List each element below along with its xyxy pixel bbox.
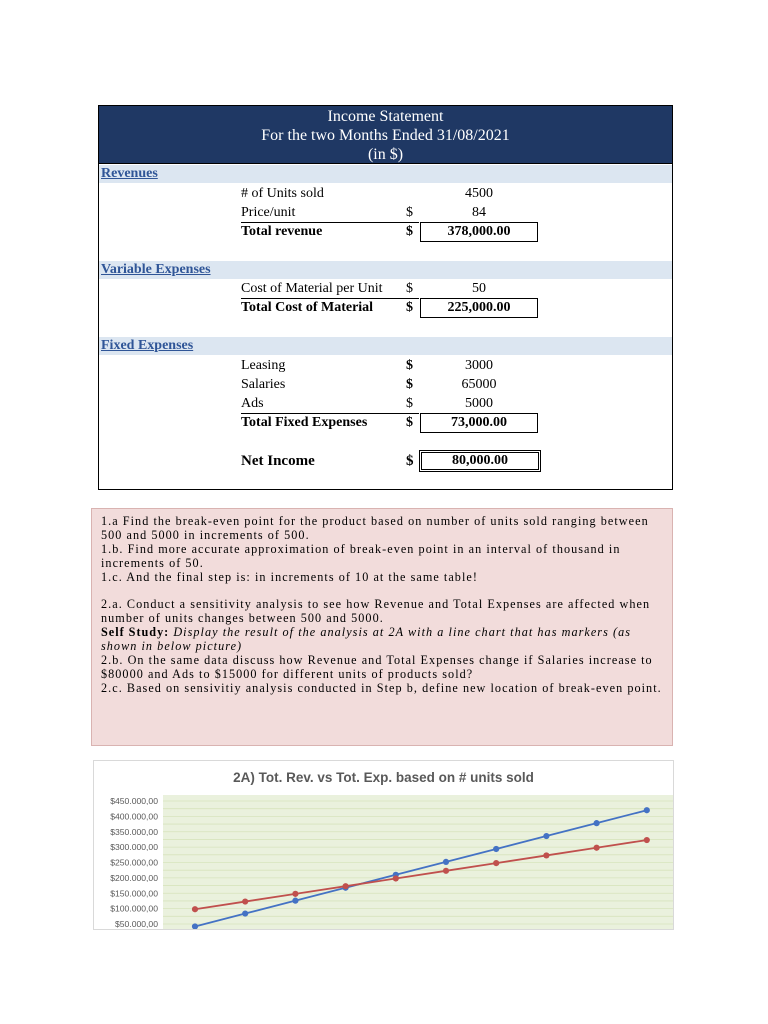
self-study-text: Display the result of the analysis at 2A with a line chart that has markers (as shown in below picture) [101,625,632,653]
task-2a: 2.a. Conduct a sensitivity analysis to see how Revenue and Total Expenses are affected when number of units changes between 500 and 5000. [101,597,651,625]
material-cost-value: 50 [472,281,486,296]
series-2-point [443,868,449,874]
task-1a: 1.a Find the break-even point for the product based on number of units sold ranging between 500 and 5000 in increments of 500. [101,514,649,542]
series-2-point [343,883,349,889]
salaries-label: Salaries [241,377,286,392]
y-tick-label: $250.000,00 [110,857,158,868]
series-2-point [242,898,248,904]
salaries-currency: $ [406,377,413,392]
series-1-point [192,923,198,929]
units-sold-label: # of Units sold [241,186,324,201]
total-fixed-currency: $ [406,415,413,430]
self-study [101,625,664,653]
revenues-heading[interactable]: Revenues [101,166,158,181]
total-revenue-value: 378,000.00 [420,222,538,242]
salaries-value: 65000 [461,377,497,392]
ads-currency: $ [406,396,413,411]
price-currency: $ [406,205,413,220]
series-2-point [292,891,298,897]
y-tick-label: $150.000,00 [110,888,158,899]
fixed-expenses-heading[interactable]: Fixed Expenses [101,338,194,353]
leasing-currency: $ [406,358,413,373]
income-statement [98,105,673,490]
y-tick-label: $350.000,00 [110,826,158,837]
series-1-point [644,807,650,813]
y-tick-label: $300.000,00 [110,842,158,853]
task-2c: 2.c. Based on sensivitiy analysis conducted in Step b, define new location of break-even point. [101,681,662,695]
series-2-point [393,875,399,881]
chart-title: 2A) Tot. Rev. vs Tot. Exp. based on # units sold [233,770,534,785]
series-2-point [543,852,549,858]
series-1-point [292,898,298,904]
line-chart [93,760,674,930]
assignment-instructions [91,508,673,746]
series-2-point [594,845,600,851]
series-2-point [493,860,499,866]
series-1-point [594,820,600,826]
y-tick-label: $400.000,00 [110,811,158,822]
net-income-value: 80,000.00 [419,450,541,472]
y-tick-label: $200.000,00 [110,872,158,883]
series-2-point [192,906,198,912]
net-income-currency: $ [406,453,414,469]
task-2b: 2.b. On the same data discuss how Revenue and Total Expenses change if Salaries increase to $80000 and Ads to $15000 for different units of products sold? [101,653,653,681]
statement-period: For the two Months Ended 31/08/2021 [261,127,510,144]
revenues-band [99,165,672,183]
task-1b: 1.b. Find more accurate approximation of break-even point in an interval of thousand in increments of 50. [101,542,621,570]
series-1-point [242,910,248,916]
y-tick-label: $450.000,00 [110,796,158,806]
series-1-point [443,859,449,865]
y-tick-label: $50.000,00 [114,919,158,929]
statement-unit: (in $) [367,146,404,163]
fixed-expenses-band [99,337,672,355]
total-revenue-label: Total revenue [241,224,323,239]
total-material-label: Total Cost of Material [241,300,374,315]
total-material-value: 225,000.00 [420,298,538,318]
y-tick-label: $100.000,00 [110,903,158,914]
total-material-currency: $ [406,300,413,315]
series-1-point [493,846,499,852]
ads-label: Ads [241,396,264,411]
leasing-value: 3000 [465,358,493,373]
units-sold-value: 4500 [465,186,493,201]
price-unit-label: Price/unit [241,205,296,220]
material-cost-label: Cost of Material per Unit [241,281,383,296]
total-revenue-currency: $ [406,224,413,239]
series-1-point [543,833,549,839]
total-fixed-value: 73,000.00 [420,413,538,433]
statement-header [99,106,672,164]
variable-expenses-heading[interactable]: Variable Expenses [101,262,211,277]
self-study-label: Self Study: [101,625,170,639]
price-unit-value: 84 [472,205,486,220]
material-cost-currency: $ [406,281,413,296]
net-income-label: Net Income [241,453,315,469]
total-fixed-label: Total Fixed Expenses [241,415,368,430]
leasing-label: Leasing [241,358,286,373]
chart-canvas [94,761,674,930]
series-2-point [644,837,650,843]
paragraph-gap [101,584,664,597]
variable-expenses-band [99,261,672,279]
task-1c: 1.c. And the final step is: in increments of 10 at the same table! [101,570,478,584]
statement-title: Income Statement [327,108,444,125]
ads-value: 5000 [465,396,493,411]
